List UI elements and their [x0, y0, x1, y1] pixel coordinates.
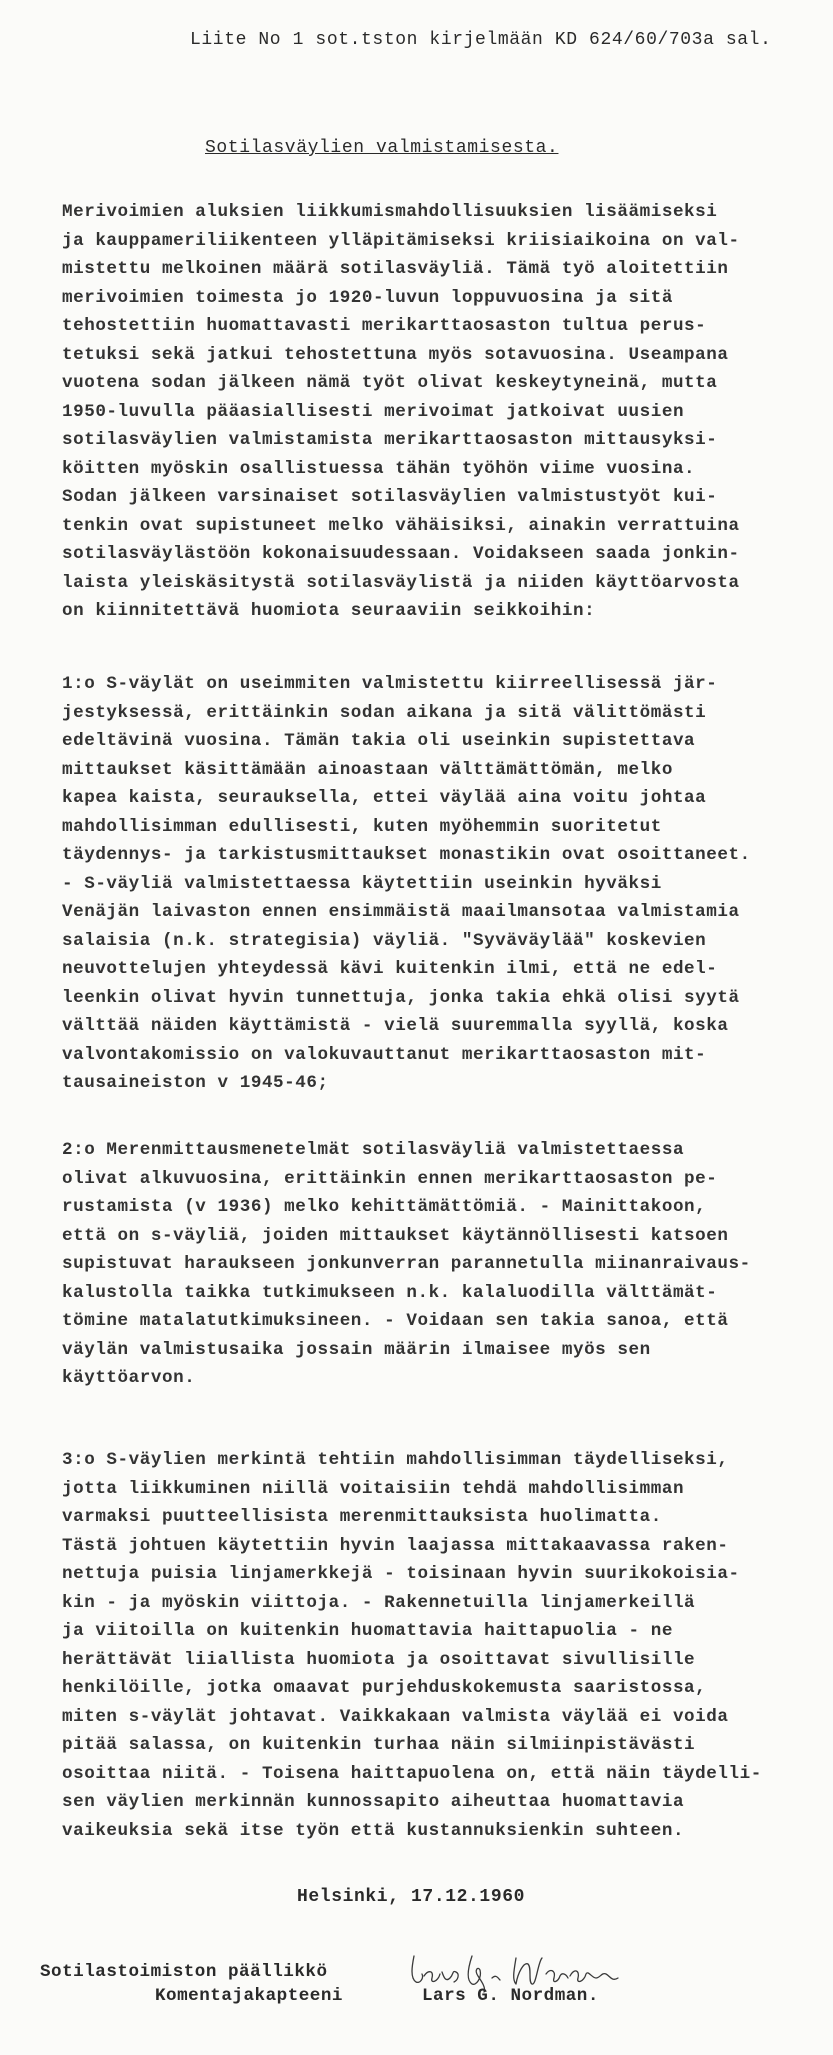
signatory-name: Lars G. Nordman.: [422, 1986, 599, 2006]
text-line: Venäjän laivaston ennen ensimmäistä maailmansotaa valmistamia: [62, 902, 740, 922]
document-title: Sotilasväylien valmistamisesta.: [205, 138, 559, 158]
text-line: tausaineiston v 1945-46;: [62, 1073, 329, 1093]
text-line: valvontakomissio on valokuvauttanut merikarttaosaston mit-: [62, 1044, 707, 1065]
text-line: tehostettiin huomattavasti merikarttaosaston tultua perus-: [62, 316, 707, 336]
text-line: on kiinnitettävä huomiota seuraaviin seikkoihin:: [62, 601, 596, 621]
text-line: Tästä johtuen käytettiin hyvin laajassa mittakaavassa raken-: [62, 1535, 729, 1556]
text-line: tömine matalatutkimuksineen. - Voidaan sen takia sanoa, että: [62, 1311, 729, 1331]
text-line: salaisia (n.k. strategisia) väyliä. "Syväväylää" koskevien: [62, 930, 707, 951]
text-line: olivat alkuvuosina, erittäinkin ennen merikarttaosaston pe-: [62, 1168, 718, 1189]
text-line: mahdollisimman edullisesti, kuten myöhemmin suoritetut: [62, 816, 662, 837]
text-line: käyttöarvon.: [62, 1368, 196, 1388]
text-line: nettuja puisia linjamerkkejä - toisinaan hyvin suurikokoisia-: [62, 1564, 740, 1584]
point-3-paragraph: [62, 1446, 802, 1845]
intro-paragraph: [62, 198, 802, 626]
text-line: 1950-luvulla pääasiallisesti merivoimat jatkoivat uusien: [62, 401, 685, 422]
place-and-date: Helsinki, 17.12.1960: [297, 1887, 526, 1907]
text-line: - S-väyliä valmistettaessa käytettiin useinkin hyväksi: [62, 873, 662, 894]
text-line: kapea kaista, seurauksella, ettei väylää aina voitu johtaa: [62, 788, 707, 808]
text-line: rustamista (v 1936) melko kehittämättömiä. - Mainittakoon,: [62, 1197, 707, 1217]
text-line: mittaukset käsittämään ainoastaan välttämättömän, melko: [62, 759, 673, 780]
text-line: ja viitoilla on kuitenkin huomattavia haittapuolia - ne: [62, 1621, 673, 1641]
text-line: väylän valmistusaika jossain määrin ilmaisee myös sen: [62, 1339, 651, 1360]
text-line: välttää näiden käyttämistä - vielä suuremmalla syyllä, koska: [62, 1016, 729, 1036]
text-line: 1:o S-väylät on useimmiten valmistettu kiirreellisessä jär-: [62, 674, 718, 694]
text-line: jotta liikkuminen niillä voitaisiin tehdä mahdollisimman: [62, 1478, 685, 1499]
text-line: Sodan jälkeen varsinaiset sotilasväylien valmistustyöt kui-: [62, 487, 718, 507]
text-line: köitten myöskin osallistuessa tähän työhön viime vuosina.: [62, 458, 696, 479]
text-line: että on s-väyliä, joiden mittaukset käytännöllisesti katsoen: [62, 1225, 729, 1246]
text-line: leenkin olivat hyvin tunnettuja, jonka takia ehkä olisi syytä: [62, 987, 740, 1008]
text-line: varmaksi puutteellisista merenmittauksista huolimatta.: [62, 1507, 662, 1527]
text-line: osoittaa niitä. - Toisena haittapuolena on, että näin täydelli-: [62, 1763, 762, 1784]
text-line: tetuksi sekä jatkui tehostettuna myös sotavuosina. Useampana: [62, 344, 729, 365]
text-line: vuotena sodan jälkeen nämä työt olivat keskeytyneinä, mutta: [62, 373, 718, 393]
text-line: ja kauppameriliikenteen ylläpitämiseksi kriisiaikoina on val-: [62, 230, 740, 251]
text-line: miten s-väylät johtavat. Vaikkakaan valmista väylää ei voida: [62, 1706, 729, 1727]
text-line: pitää salassa, on kuitenkin turhaa näin silmiinpistävästi: [62, 1735, 696, 1755]
point-1-paragraph: [62, 670, 802, 1098]
text-line: edeltävinä vuosina. Tämän takia oli useinkin supistettava: [62, 731, 696, 751]
text-line: 3:o S-väylien merkintä tehtiin mahdollisimman täydelliseksi,: [62, 1450, 729, 1470]
text-line: tenkin ovat supistuneet melko vähäisiksi, ainakin verrattuina: [62, 515, 740, 536]
text-line: herättävät liiallista huomiota ja osoittavat sivullisille: [62, 1649, 696, 1670]
text-line: mistettu melkoinen määrä sotilasväyliä. Tämä työ aloitettiin: [62, 259, 729, 279]
text-line: supistuvat haraukseen jonkunverran parannetulla miinanraivaus-: [62, 1254, 751, 1274]
text-line: sotilasväylästöön kokonaisuudessaan. Voidakseen saada jonkin-: [62, 544, 740, 564]
signatory-title-block: [40, 1960, 343, 2008]
attachment-reference: Liite No 1 sot.tston kirjelmään KD 624/60/703a sal.: [190, 30, 772, 50]
text-line: täydennys- ja tarkistusmittaukset monastikin ovat osoittaneet.: [62, 845, 751, 865]
text-line: neuvottelujen yhteydessä kävi kuitenkin ilmi, että ne edel-: [62, 959, 718, 979]
text-line: kin - ja myöskin viittoja. - Rakennetuilla linjamerkeillä: [62, 1592, 696, 1613]
text-line: laista yleiskäsitystä sotilasväylistä ja niiden käyttöarvosta: [62, 572, 740, 593]
text-line: 2:o Merenmittausmenetelmät sotilasväyliä valmistettaessa: [62, 1140, 685, 1160]
signatory-position: Sotilastoimiston päällikkö: [40, 1962, 328, 1982]
text-line: vaikeuksia sekä itse työn että kustannuksienkin suhteen.: [62, 1820, 685, 1841]
text-line: merivoimien toimesta jo 1920-luvun loppuvuosina ja sitä: [62, 287, 673, 308]
text-line: Merivoimien aluksien liikkumismahdollisuuksien lisäämiseksi: [62, 202, 718, 222]
text-line: henkilöille, jotka omaavat purjehduskokemusta saaristossa,: [62, 1678, 707, 1698]
text-line: sen väylien merkinnän kunnossapito aiheuttaa huomattavia: [62, 1792, 685, 1812]
text-line: jestyksessä, erittäinkin sodan aikana ja sitä välittömästi: [62, 702, 707, 723]
text-line: kalustolla taikka tutkimukseen n.k. kalaluodilla välttämät-: [62, 1282, 718, 1303]
signatory-name-block: [422, 1960, 599, 2008]
signatory-rank: Komentajakapteeni: [155, 1986, 343, 2006]
text-line: sotilasväylien valmistamista merikarttaosaston mittausyksi-: [62, 430, 718, 450]
point-2-paragraph: [62, 1136, 802, 1393]
